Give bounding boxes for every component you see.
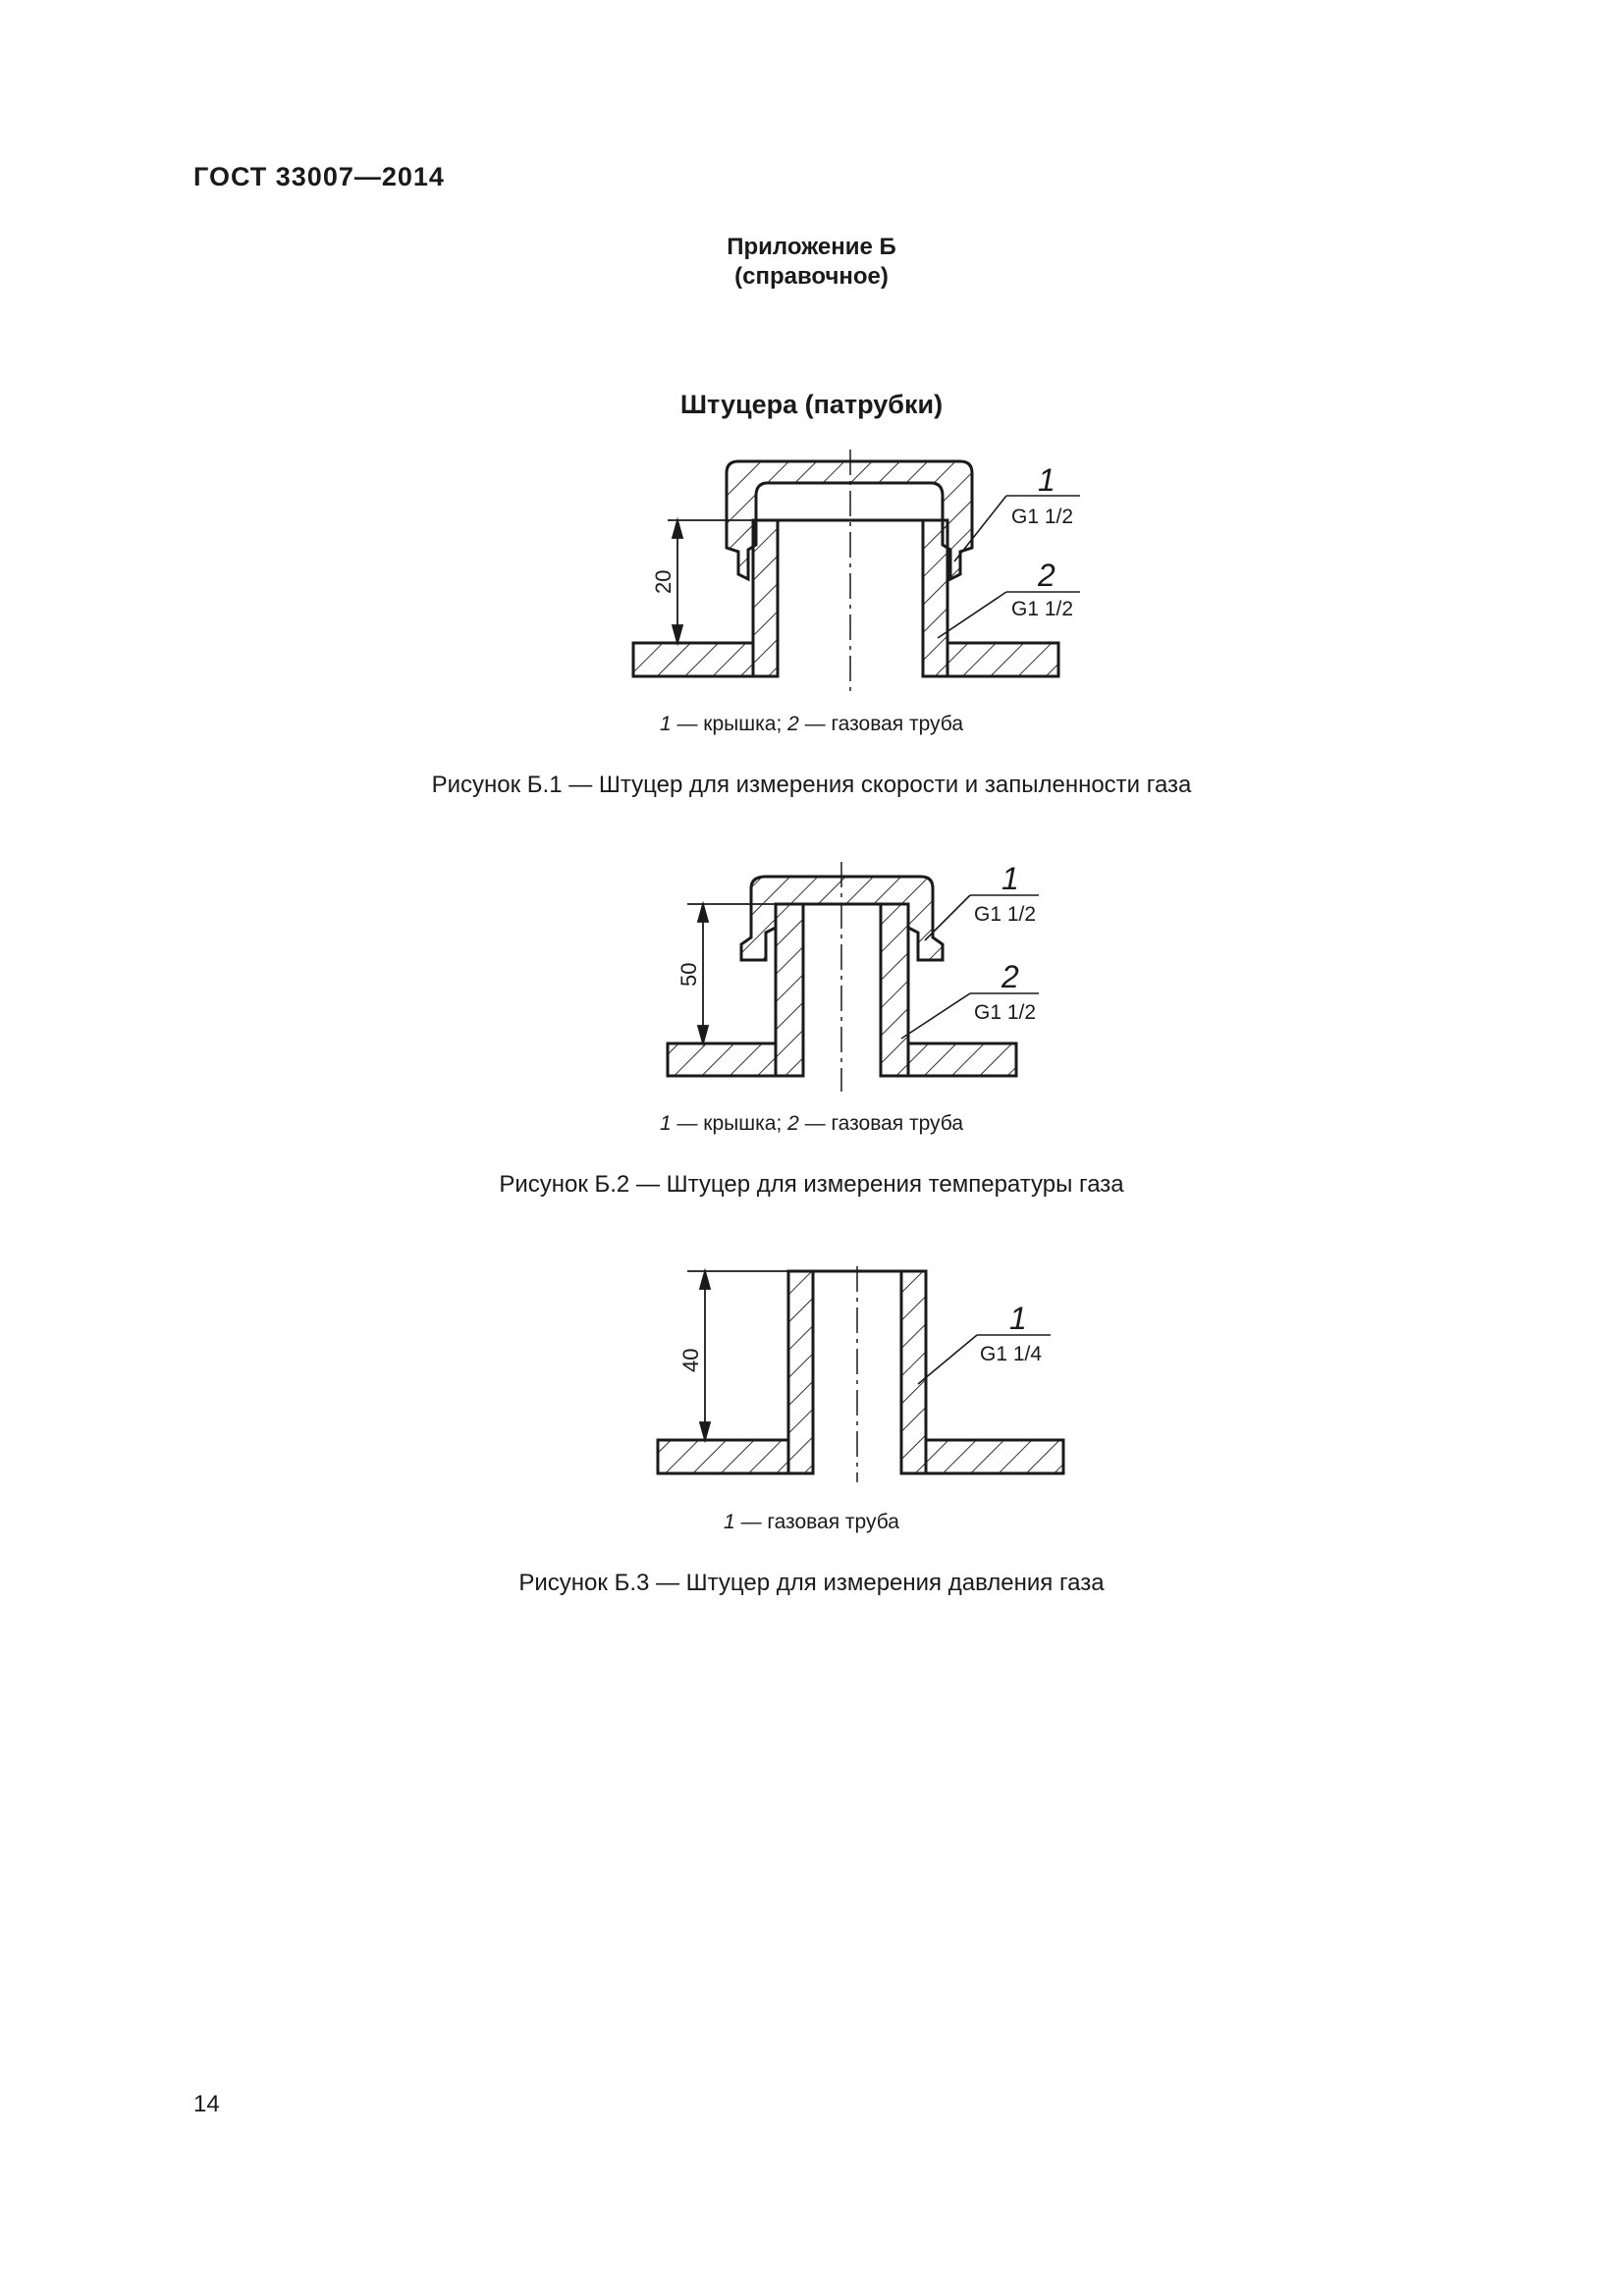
callout-thread-2: G1 1/2 — [974, 1001, 1037, 1024]
base-plate-left — [633, 643, 753, 676]
dimension-label: 40 — [678, 1348, 703, 1372]
base-plate-left — [668, 1043, 776, 1076]
callout-number-1: 1 — [1038, 462, 1055, 498]
document-code: ГОСТ 33007—2014 — [193, 162, 445, 191]
figure-b2-drawing — [628, 852, 1041, 1097]
dimension-label: 20 — [651, 569, 676, 594]
pipe-wall-right — [901, 1271, 926, 1473]
pipe-wall-right — [881, 904, 908, 1076]
pipe-wall-left — [788, 1271, 813, 1473]
dimension-label: 50 — [676, 962, 701, 987]
annex-type: (справочное) — [734, 263, 889, 290]
figure-b3-legend: 1 — газовая труба — [724, 1511, 899, 1533]
annex-title: Приложение Б — [727, 234, 896, 260]
figure-b2-legend: 1 — крышка; 2 — газовая труба — [659, 1112, 964, 1135]
pipe-wall-left — [776, 904, 803, 1076]
base-plate-left — [658, 1440, 788, 1473]
figure-b2-caption: Рисунок Б.2 — Штуцер для измерения температуры газа — [499, 1171, 1124, 1198]
figure-b3-caption: Рисунок Б.3 — Штуцер для измерения давления газа — [518, 1570, 1105, 1596]
section-title: Штуцера (патрубки) — [679, 390, 944, 419]
callout-number-2: 2 — [1038, 558, 1055, 593]
callout-thread-1: G1 1/2 — [1011, 506, 1074, 528]
figure-b3-drawing — [648, 1256, 1080, 1492]
figure-b1-drawing — [589, 442, 1100, 697]
base-plate-right — [908, 1043, 1016, 1076]
callout-thread-1: G1 1/4 — [980, 1343, 1043, 1365]
callout-number-1: 1 — [1009, 1301, 1027, 1336]
figure-b1-legend: 1 — крышка; 2 — газовая труба — [659, 713, 964, 735]
callout-number-2: 2 — [1001, 959, 1019, 994]
callout-number-1: 1 — [1001, 861, 1019, 896]
page-number: 14 — [193, 2091, 220, 2117]
callout-thread-2: G1 1/2 — [1011, 598, 1074, 620]
base-plate-right — [947, 643, 1058, 676]
callout-thread-1: G1 1/2 — [974, 903, 1037, 926]
figure-b1-caption: Рисунок Б.1 — Штуцер для измерения скорости и запыленности газа — [431, 772, 1192, 798]
base-plate-right — [926, 1440, 1063, 1473]
